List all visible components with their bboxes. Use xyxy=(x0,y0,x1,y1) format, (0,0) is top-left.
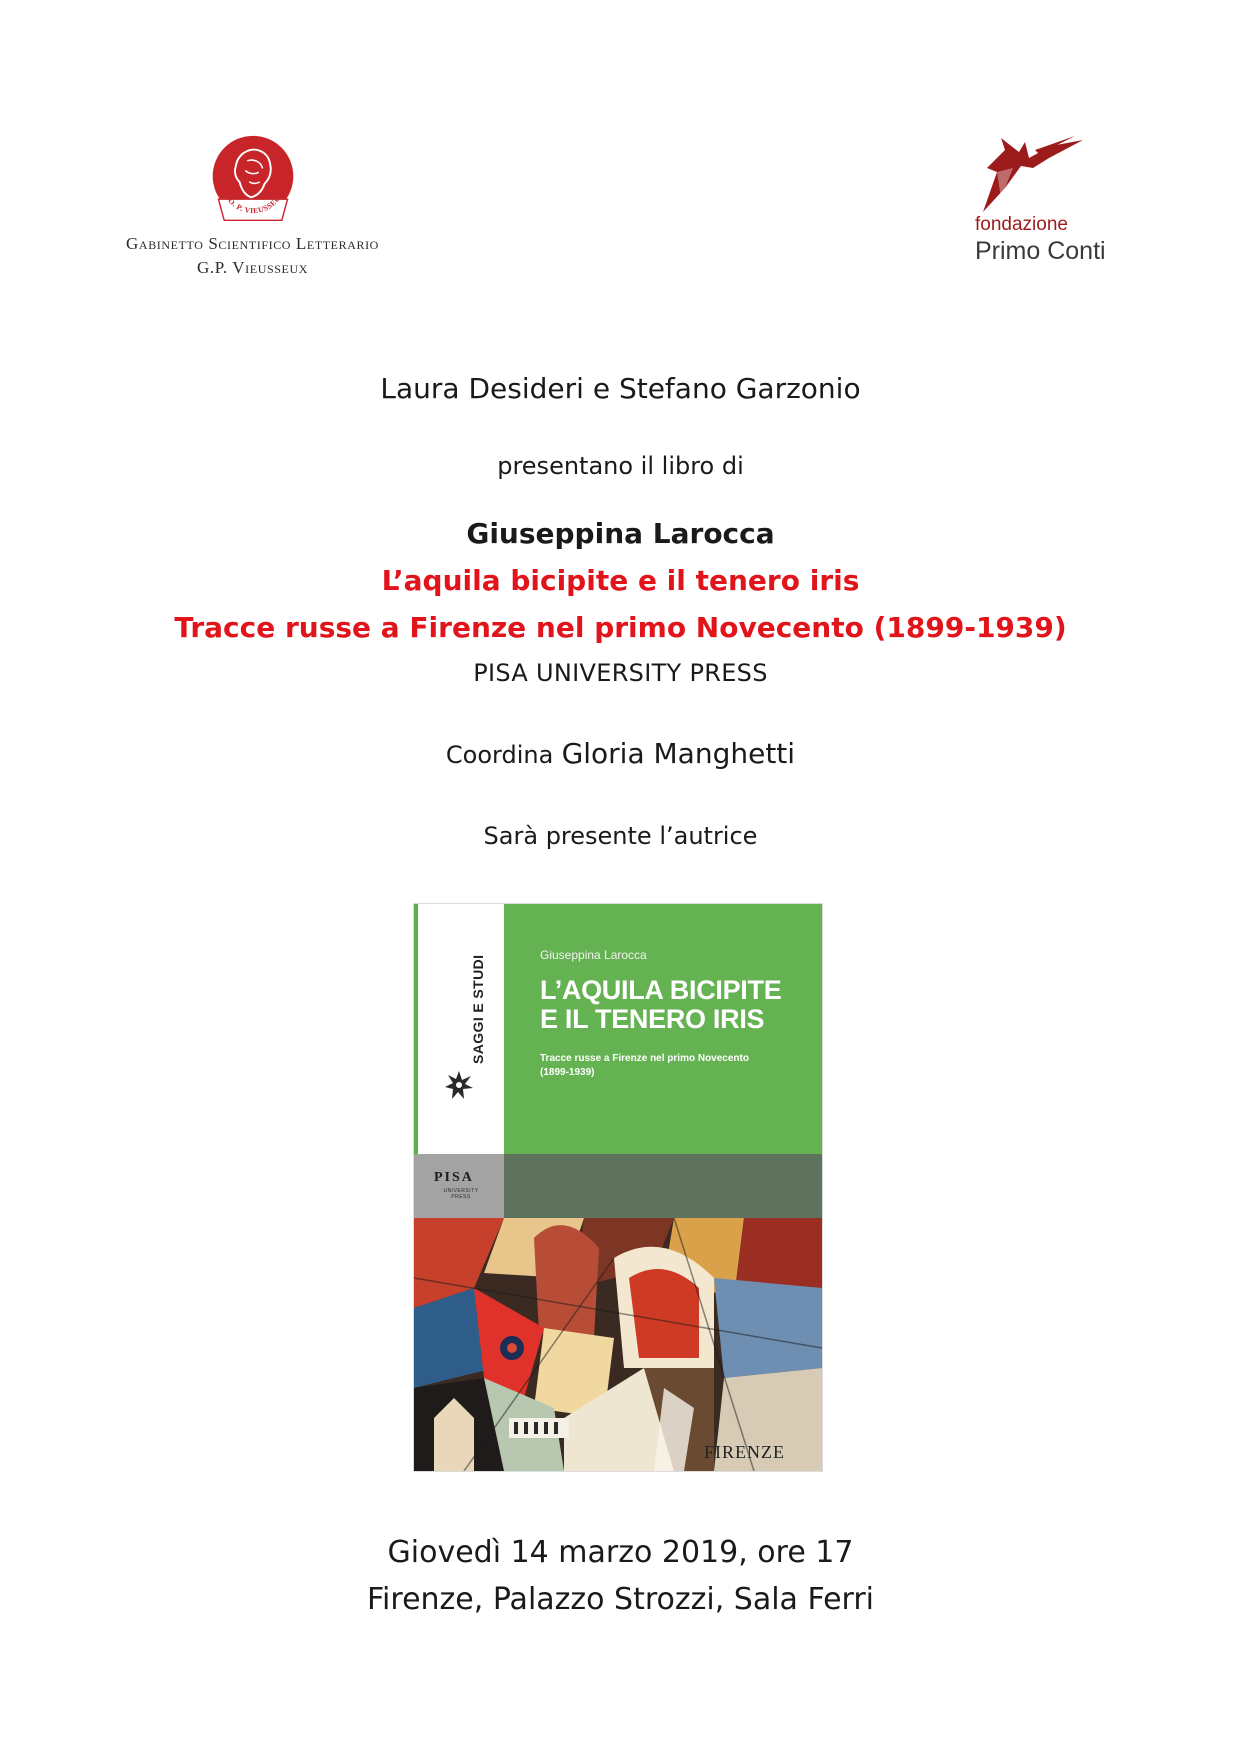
series-label: SAGGI E STUDI xyxy=(470,954,486,1064)
vieusseux-name xyxy=(105,232,400,280)
primo-conti-logo xyxy=(975,128,1125,266)
cover-band xyxy=(504,1154,822,1218)
vieusseux-logo xyxy=(105,132,400,280)
pisa-press-logo: PISA xyxy=(434,1170,474,1185)
coordinator xyxy=(0,737,1241,770)
cover-subtitle-line2: (1899-1939) xyxy=(540,1067,595,1078)
presentano-text: presentano il libro di xyxy=(497,452,744,480)
painting-caption: FIRENZE xyxy=(704,1442,785,1462)
presenters: Laura Desideri e Stefano Garzonio xyxy=(380,372,861,405)
book-author: Giuseppina Larocca xyxy=(466,517,775,550)
swallow-icon xyxy=(975,128,1085,220)
cover-title-panel xyxy=(504,904,822,1154)
cover-title-line1: L’AQUILA BICIPITE xyxy=(540,975,782,1005)
coordina-label: Coordina xyxy=(445,741,554,769)
cover-title xyxy=(540,976,781,1034)
vieusseux-line1: Gabinetto Scientifico Letterario xyxy=(126,234,379,253)
book-title: L’aquila bicipite e il tenero iris xyxy=(381,564,860,597)
cover-subtitle xyxy=(540,1052,780,1080)
coordina-name: Gloria Manghetti xyxy=(561,737,796,770)
cover-author: Giuseppina Larocca xyxy=(540,948,647,962)
press-logo-panel xyxy=(414,1154,504,1218)
book-subtitle: Tracce russe a Firenze nel primo Novecento (1899-1939) xyxy=(174,611,1067,644)
cover-title-line2: E IL TENERO IRIS xyxy=(540,1004,765,1034)
author-present-note: Sarà presente l’autrice xyxy=(483,822,758,850)
pisa-press-sub: UNIVERSITY PRESS xyxy=(443,1188,479,1200)
star-icon xyxy=(444,1070,474,1100)
event-date: Giovedì 14 marzo 2019, ore 17 xyxy=(387,1535,854,1570)
vieusseux-line2: G.P. Vieusseux xyxy=(197,258,308,277)
cover-spine-panel xyxy=(414,904,505,1154)
cover-subtitle-line1: Tracce russe a Firenze nel primo Novecento xyxy=(540,1053,749,1064)
vieusseux-seal-icon xyxy=(205,132,301,228)
cubist-painting-image xyxy=(414,1218,822,1471)
seal-text: GIO. P. VIEUSSEUX xyxy=(220,189,285,216)
publisher: PISA UNIVERSITY PRESS xyxy=(473,659,768,687)
fondazione-label: fondazione xyxy=(975,214,1068,235)
primo-conti-label: Primo Conti xyxy=(975,237,1106,265)
book-cover xyxy=(414,904,822,1471)
event-place: Firenze, Palazzo Strozzi, Sala Ferri xyxy=(366,1582,875,1617)
